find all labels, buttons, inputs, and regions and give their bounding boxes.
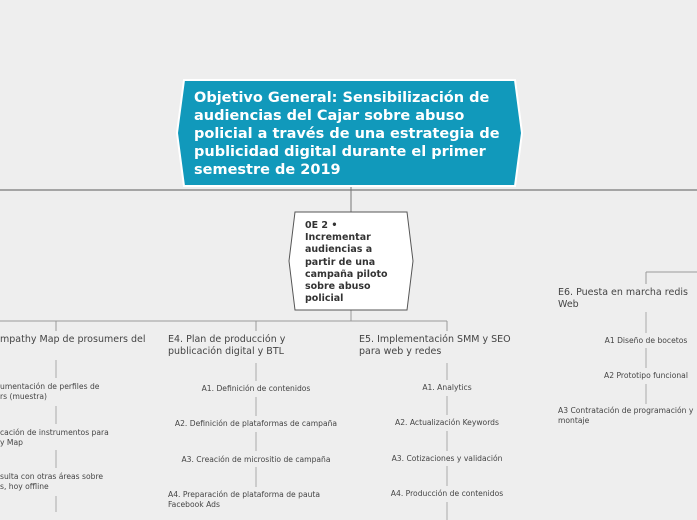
empathy-item-1[interactable]: umentación de perfiles de rs (muestra) xyxy=(0,382,100,401)
branch-e4-title[interactable]: E4. Plan de producción y publicación digital y BTL xyxy=(168,334,286,357)
e6-item-2[interactable]: A2 Prototipo funcional xyxy=(604,371,688,380)
e4-item-2[interactable]: A2. Definición de plataformas de campaña xyxy=(174,419,338,428)
e4-item-1[interactable]: A1. Definición de contenidos xyxy=(201,384,311,393)
e5-item-1[interactable]: A1. Analytics xyxy=(422,383,472,392)
branch-empathy-title[interactable]: mpathy Map de prosumers del xyxy=(0,334,146,345)
e5-item-4[interactable]: A4. Producción de contenidos xyxy=(390,489,504,498)
branch-e6-title[interactable]: E6. Puesta en marcha redis Web xyxy=(558,287,688,310)
e6-item-3[interactable]: A3 Contratación de programación y montaje xyxy=(558,406,694,425)
e5-item-2[interactable]: A2. Actualización Keywords xyxy=(395,418,499,427)
e4-item-4[interactable]: A4. Preparación de plataforma de pauta Facebook Ads xyxy=(168,490,321,509)
central-topic-title[interactable]: Objetivo General: Sensibilización de audiencias del Cajar sobre abuso policial a través de una estrategia de publicidad digital durante el primer semestre de 2019 xyxy=(194,90,500,178)
branch-e5-title[interactable]: E5. Implementación SMM y SEO para web y redes xyxy=(359,334,511,357)
empathy-item-2[interactable]: cación de instrumentos para y Map xyxy=(0,428,109,447)
e5-item-3[interactable]: A3. Cotizaciones y validación xyxy=(391,454,503,463)
e6-item-1[interactable]: A1 Diseño de bocetos xyxy=(604,336,688,345)
objective-node-label[interactable]: 0E 2 • Incrementar audiencias a partir de una campaña piloto sobre abuso policial xyxy=(305,220,388,305)
e4-item-3[interactable]: A3. Creación de micrositio de campaña xyxy=(181,455,331,464)
empathy-item-3[interactable]: sulta con otras áreas sobre s, hoy offline xyxy=(0,472,104,491)
